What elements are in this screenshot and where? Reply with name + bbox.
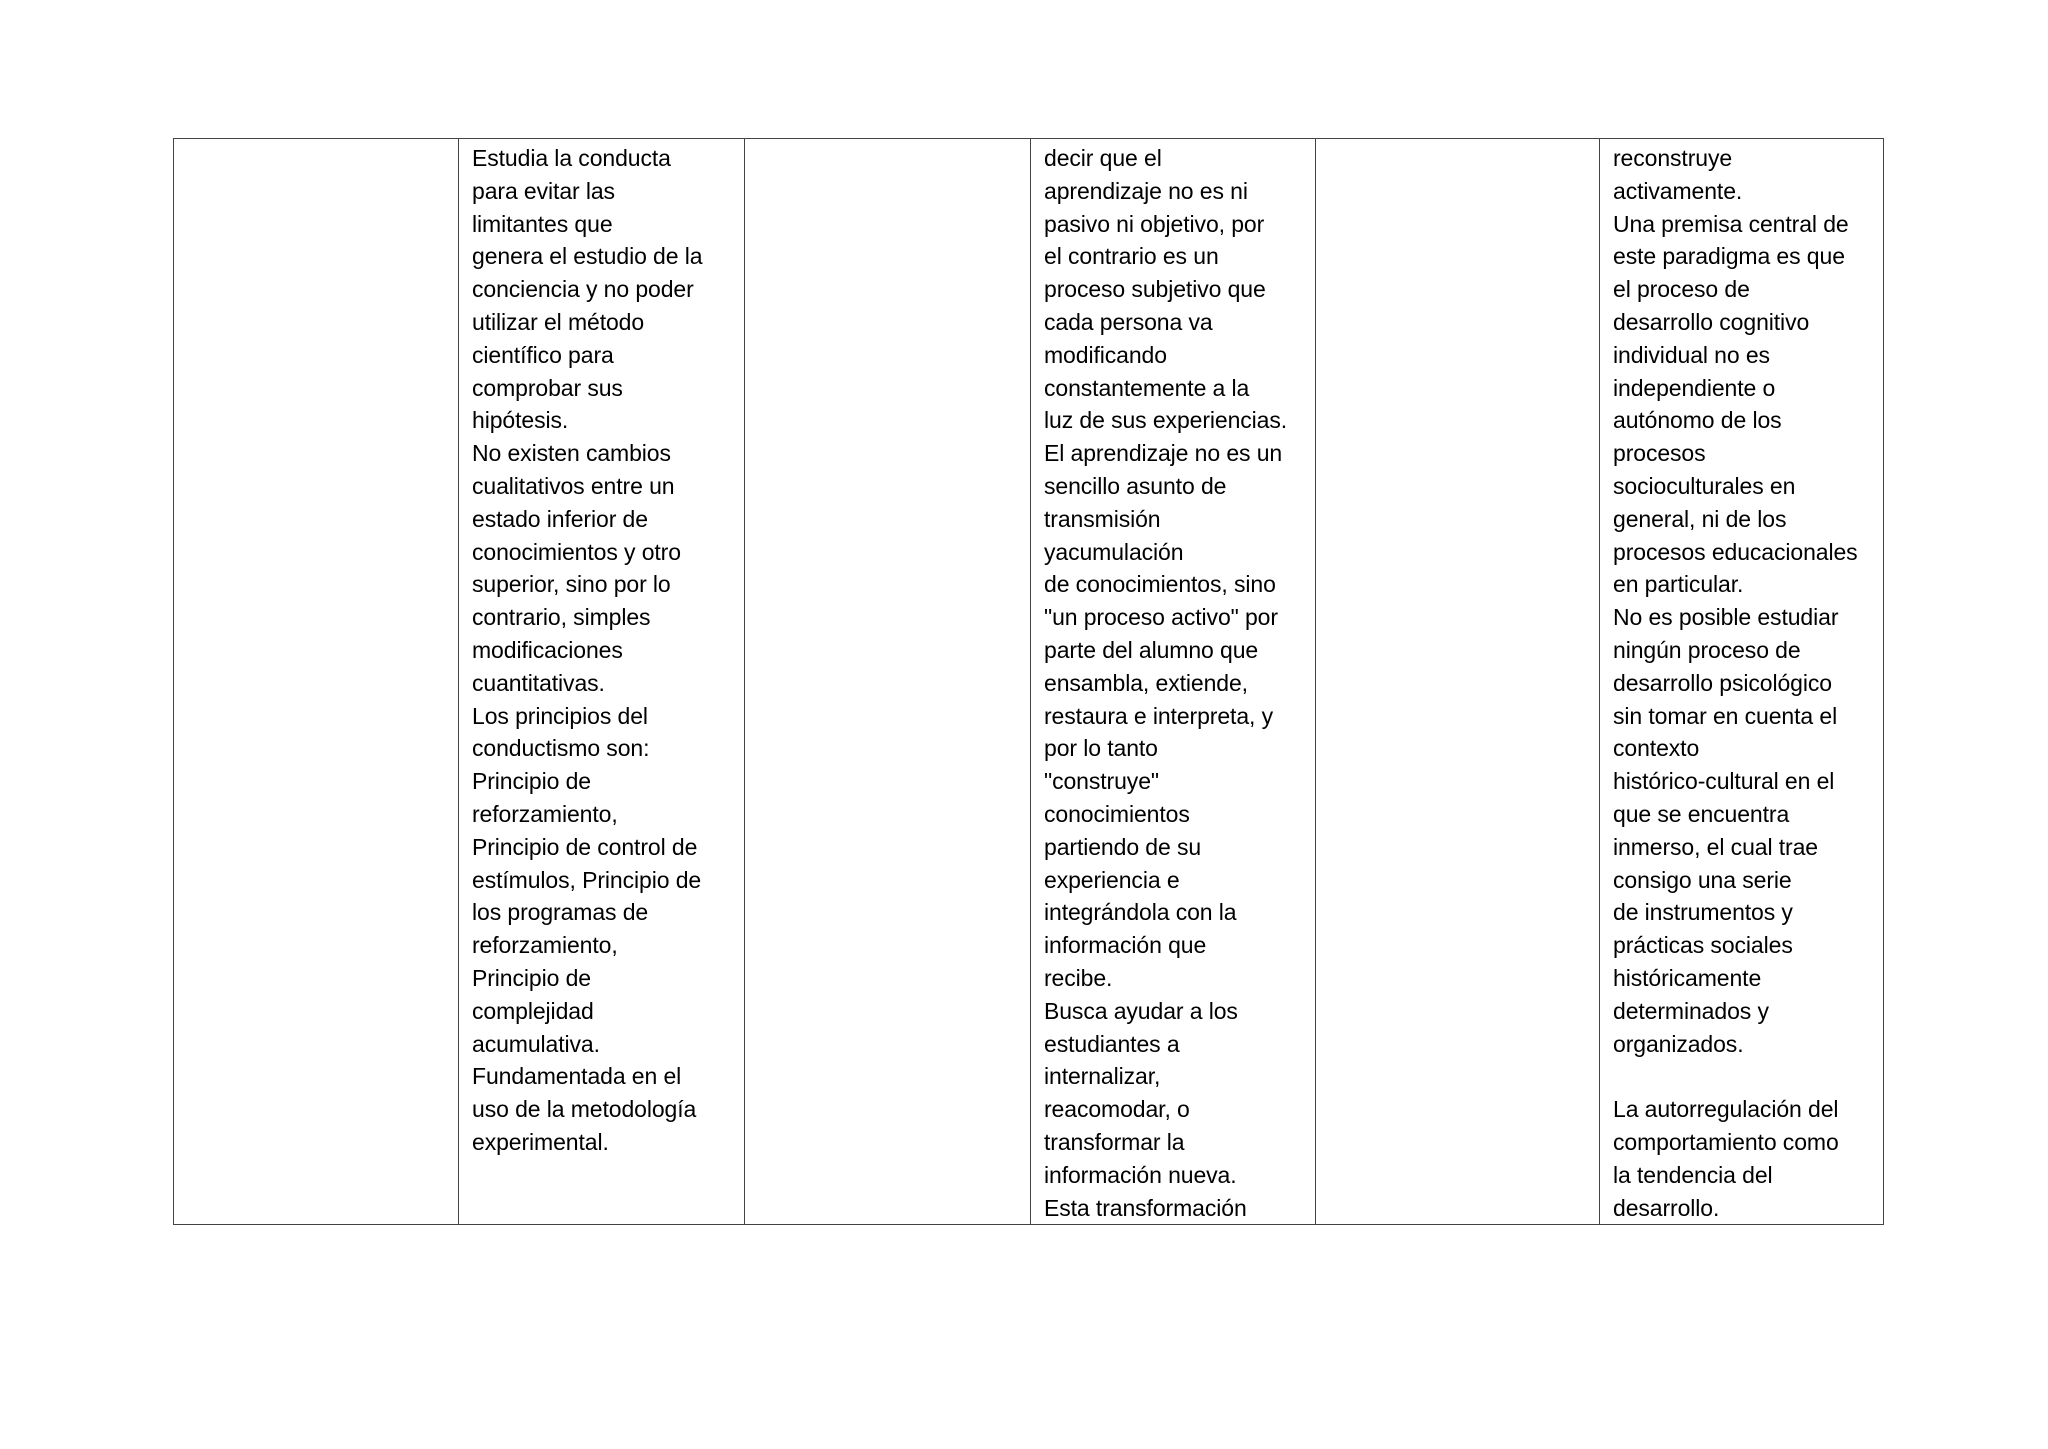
- comparison-table: [173, 138, 1884, 1225]
- table-cell-col1: [174, 139, 459, 1225]
- table-cell-col2: [459, 139, 745, 1225]
- table-cell-col6: [1600, 139, 1884, 1225]
- table-row: [174, 139, 1884, 1225]
- cell-text-col6: reconstruye activamente. Una premisa central de este paradigma es que el proceso de desarrollo cognitivo individual no es independiente o autónomo de los procesos socioculturales en general, ni de los procesos educacionales en particular. No es posible estudiar ningún proceso de desarrollo psicológico sin tomar en cuenta el contexto histórico-cultural en el que se encuentra inmerso, el cual trae consigo una serie de instrumentos y prácticas sociales históricamente determinados y organizados. La autorregulación del comportamiento como la tendencia del desarrollo.: [1613, 145, 1858, 1221]
- table-cell-col4: [1031, 139, 1316, 1225]
- table-cell-col5: [1316, 139, 1600, 1225]
- cell-text-col2: Estudia la conducta para evitar las limitantes que genera el estudio de la conciencia y no poder utilizar el método científico para comprobar sus hipótesis. No existen cambios cualitativos entre un estado inferior de conocimientos y otro superior, sino por lo contrario, simples modificaciones cuantitativas. Los principios del conductismo son: Principio de reforzamiento, Principio de control de estímulos, Principio de los programas de reforzamiento, Principio de complejidad acumulativa. Fundamentada en el uso de la metodología experimental.: [472, 145, 703, 1155]
- table-cell-col3: [745, 139, 1031, 1225]
- cell-text-col4: decir que el aprendizaje no es ni pasivo ni objetivo, por el contrario es un proceso subjetivo que cada persona va modificando constantemente a la luz de sus experiencias. El aprendizaje no es un sencillo asunto de transmisión yacumulación de conocimientos, sino "un proceso activo" por parte del alumno que ensambla, extiende, restaura e interpreta, y por lo tanto "construye" conocimientos partiendo de su experiencia e integrándola con la información que recibe. Busca ayudar a los estudiantes a internalizar, reacomodar, o transformar la información nueva. Esta transformación: [1044, 145, 1288, 1221]
